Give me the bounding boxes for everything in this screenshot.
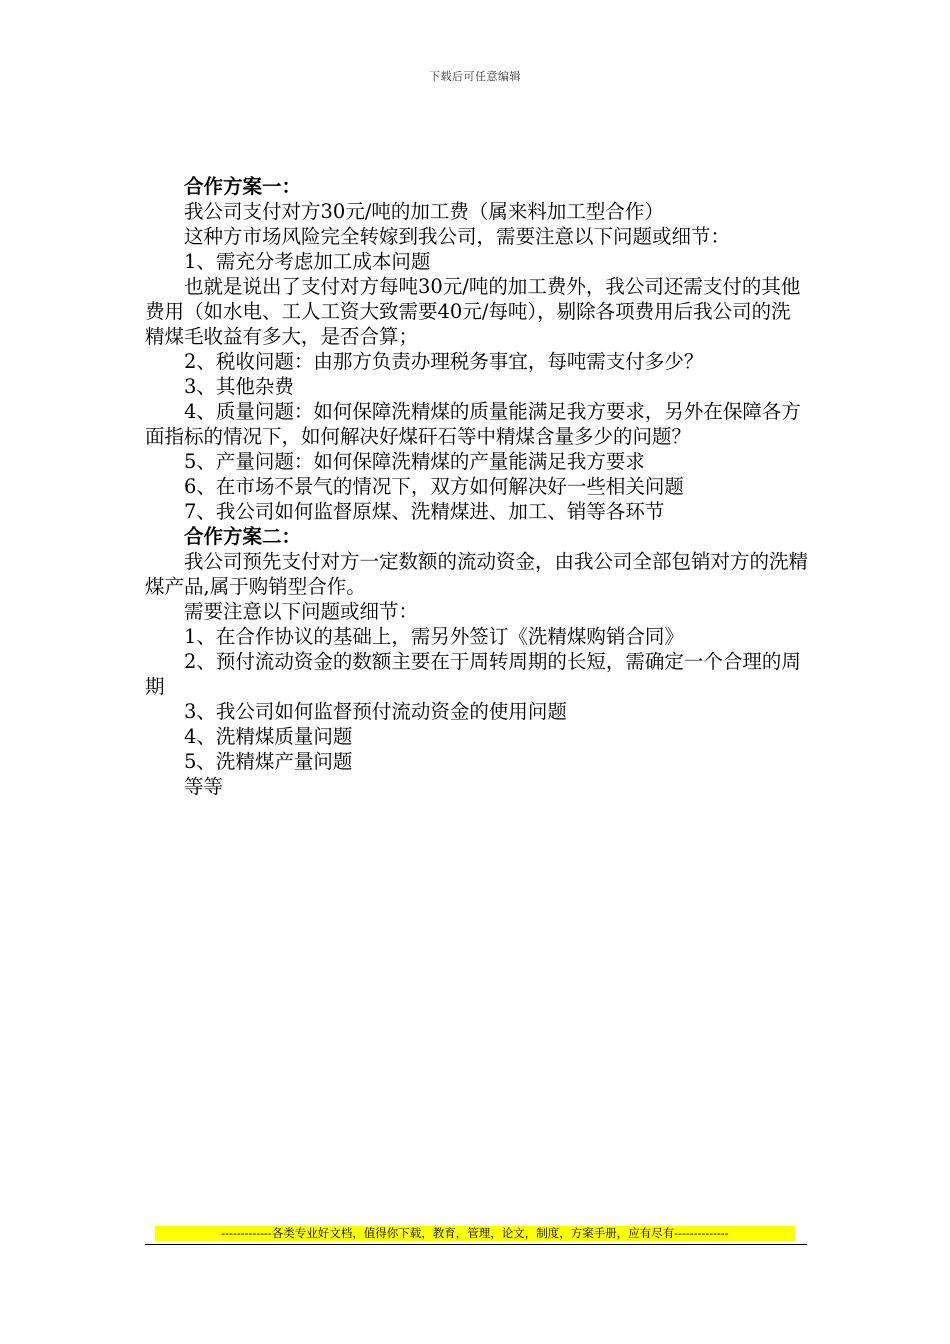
- list-item: 3、其他杂费: [184, 375, 294, 398]
- document-body: [145, 174, 809, 799]
- paragraph: 等等: [184, 775, 224, 798]
- list-item: 2、税收问题：由那方负责办理税务事宜，每吨需支付多少？: [184, 350, 704, 373]
- section-heading-plan-two: 合作方案二：: [184, 525, 302, 548]
- list-item: 5、产量问题：如何保障洗精煤的产量能满足我方要求: [184, 450, 645, 473]
- list-item: 4、质量问题：如何保障洗精煤的质量能满足我方要求，另外在保障各方面指标的情况下，如何解决好煤矸石等中精煤含量多少的问题？: [145, 400, 801, 448]
- section-heading-plan-one: 合作方案一：: [184, 175, 302, 198]
- list-item: 7、我公司如何监督原煤、洗精煤进、加工、销等各环节: [184, 500, 665, 523]
- paragraph: 也就是说出了支付对方每吨30元/吨的加工费外，我公司还需支付的其他费用（如水电、工人工资大致需要40元/每吨），剔除各项费用后我公司的洗精煤毛收益有多大，是否合算；: [145, 275, 801, 348]
- paragraph: 我公司支付对方30元/吨的加工费（属来料加工型合作）: [184, 200, 664, 223]
- list-item: 1、需充分考虑加工成本问题: [184, 250, 431, 273]
- list-item: 1、在合作协议的基础上，需另外签订《洗精煤购销合同》: [184, 625, 684, 648]
- paragraph: 需要注意以下问题或细节：: [184, 600, 419, 623]
- page-header-note: 下载后可任意编辑: [429, 70, 521, 83]
- paragraph: 这种方市场风险完全转嫁到我公司，需要注意以下问题或细节：: [184, 225, 731, 248]
- paragraph: 我公司预先支付对方一定数额的流动资金，由我公司全部包销对方的洗精煤产品,属于购销型合作。: [145, 550, 809, 598]
- list-item: 3、我公司如何监督预付流动资金的使用问题: [184, 700, 567, 723]
- list-item: 5、洗精煤产量问题: [184, 750, 353, 773]
- list-item: 6、在市场不景气的情况下，双方如何解决好一些相关问题: [184, 475, 684, 498]
- list-item: 2、预付流动资金的数额主要在于周转周期的长短，需确定一个合理的周期: [145, 650, 801, 698]
- footer-promo-banner: -------------各类专业好文档，值得你下载，教育，管理，论文，制度，方案手册，应有尽有--------------: [155, 1226, 795, 1241]
- footer-divider: [145, 1244, 807, 1245]
- list-item: 4、洗精煤质量问题: [184, 725, 353, 748]
